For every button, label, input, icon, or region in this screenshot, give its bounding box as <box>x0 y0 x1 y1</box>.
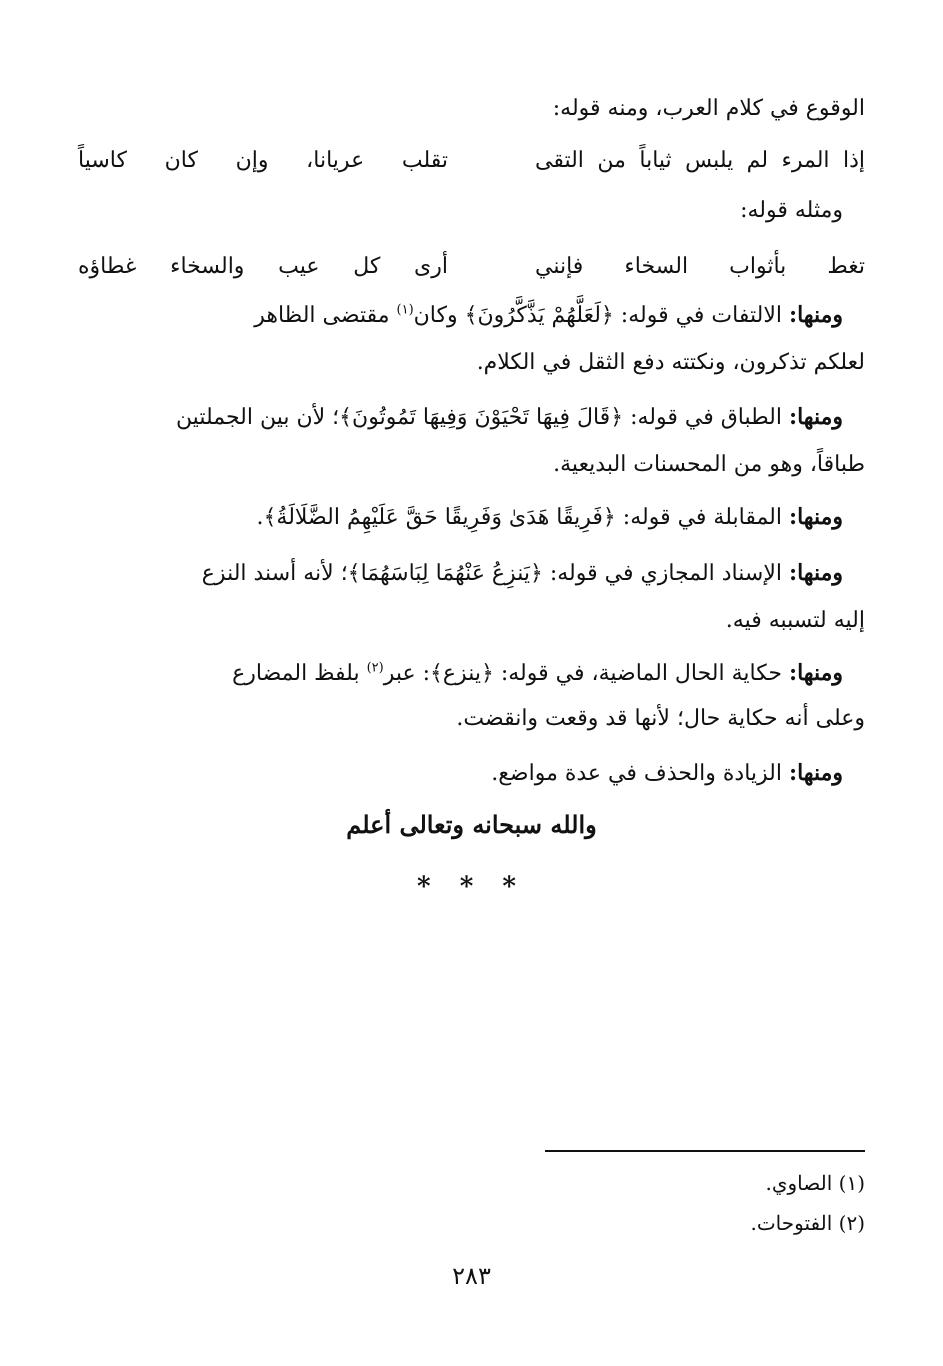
poem-verse-2 <box>78 250 865 284</box>
closing-phrase: والله سبحانه وتعالى أعلم <box>346 810 597 839</box>
footnote-1-number: (١) <box>838 1171 865 1195</box>
paragraph-iltifat-line-2: لعلكم تذكرون، ونكتته دفع الثقل في الكلام. <box>476 350 865 375</box>
paragraph-muqabala <box>78 500 843 535</box>
paragraph-tibaq-line-1 <box>78 400 843 435</box>
tibaq-text: الطباق في قوله: ﴿قَالَ فِيهَا تَحْيَوْنَ وَفِيهَا تَمُوتُونَ﴾؛ لأن بين الجملتين <box>175 405 789 430</box>
paragraph-iltifat-line-1 <box>78 298 843 333</box>
iltifat-text: الالتفات في قوله: ﴿لَعَلَّهُمْ يَذَّكَّرُونَ﴾ وكان <box>413 303 789 328</box>
footnote-2-number: (٢) <box>838 1211 865 1235</box>
verse-2-first-hemistich: تغط بأثواب السخاء فإنني <box>535 254 865 279</box>
keyword-minha: ومنها: <box>788 504 843 530</box>
keyword-minha: ومنها: <box>788 660 843 686</box>
iltifat-text-end: مقتضى الظاهر <box>254 303 397 328</box>
paragraph-isnad-line-2: إليه لتسببه فيه. <box>725 608 865 633</box>
footnote-2-text: الفتوحات. <box>750 1211 833 1235</box>
paragraph-hikaya-line-2: وعلى أنه حكاية حال؛ لأنها قد وقعت وانقضت. <box>456 706 865 731</box>
footnote-ref-1: (١) <box>396 302 414 318</box>
footnote-2 <box>750 1208 865 1238</box>
footnote-divider <box>545 1150 865 1152</box>
verse-2-second-hemistich: أرى كل عيب والسخاء غطاؤه <box>78 254 448 279</box>
paragraph-hikaya-line-1 <box>78 656 843 691</box>
footnote-1-text: الصاوي. <box>765 1171 833 1195</box>
footnote-ref-2: (٢) <box>366 660 384 676</box>
footnote-1 <box>766 1168 866 1198</box>
keyword-minha: ومنها: <box>788 302 843 328</box>
muqabala-text: المقابلة في قوله: ﴿فَرِيقًا هَدَىٰ وَفَرِيقًا حَقَّ عَلَيْهِمُ الضَّلَالَةُ﴾. <box>256 505 789 530</box>
keyword-minha: ومنها: <box>788 760 843 786</box>
paragraph-tibaq-line-2: طباقاً، وهو من المحسنات البديعية. <box>553 452 865 477</box>
page-number: ٢٨٣ <box>452 1262 491 1290</box>
poem-verse-1 <box>78 144 865 178</box>
verse-1-first-hemistich: إذا المرء لم يلبس ثياباً من التقى <box>535 148 865 173</box>
ziyada-text: الزيادة والحذف في عدة مواضع. <box>491 761 789 786</box>
isnad-text: الإسناد المجازي في قوله: ﴿يَنزِعُ عَنْهُمَا لِبَاسَهُمَا﴾؛ لأنه أسند النزع <box>201 561 789 586</box>
paragraph-ziyada <box>78 756 843 791</box>
paragraph-isnad-line-1 <box>78 556 843 591</box>
verse-1-second-hemistich: تقلب عريانا، وإن كان كاسياً <box>78 148 448 173</box>
keyword-minha: ومنها: <box>788 560 843 586</box>
section-separator: * * * <box>417 872 526 902</box>
text-line-1: الوقوع في كلام العرب، ومنه قوله: <box>552 96 865 121</box>
keyword-minha: ومنها: <box>788 404 843 430</box>
hikaya-text-end: بلفظ المضارع <box>232 661 367 686</box>
hikaya-text: حكاية الحال الماضية، في قوله: ﴿ينزع﴾: عبر <box>383 661 789 686</box>
text-line-3: ومثله قوله: <box>740 198 843 223</box>
